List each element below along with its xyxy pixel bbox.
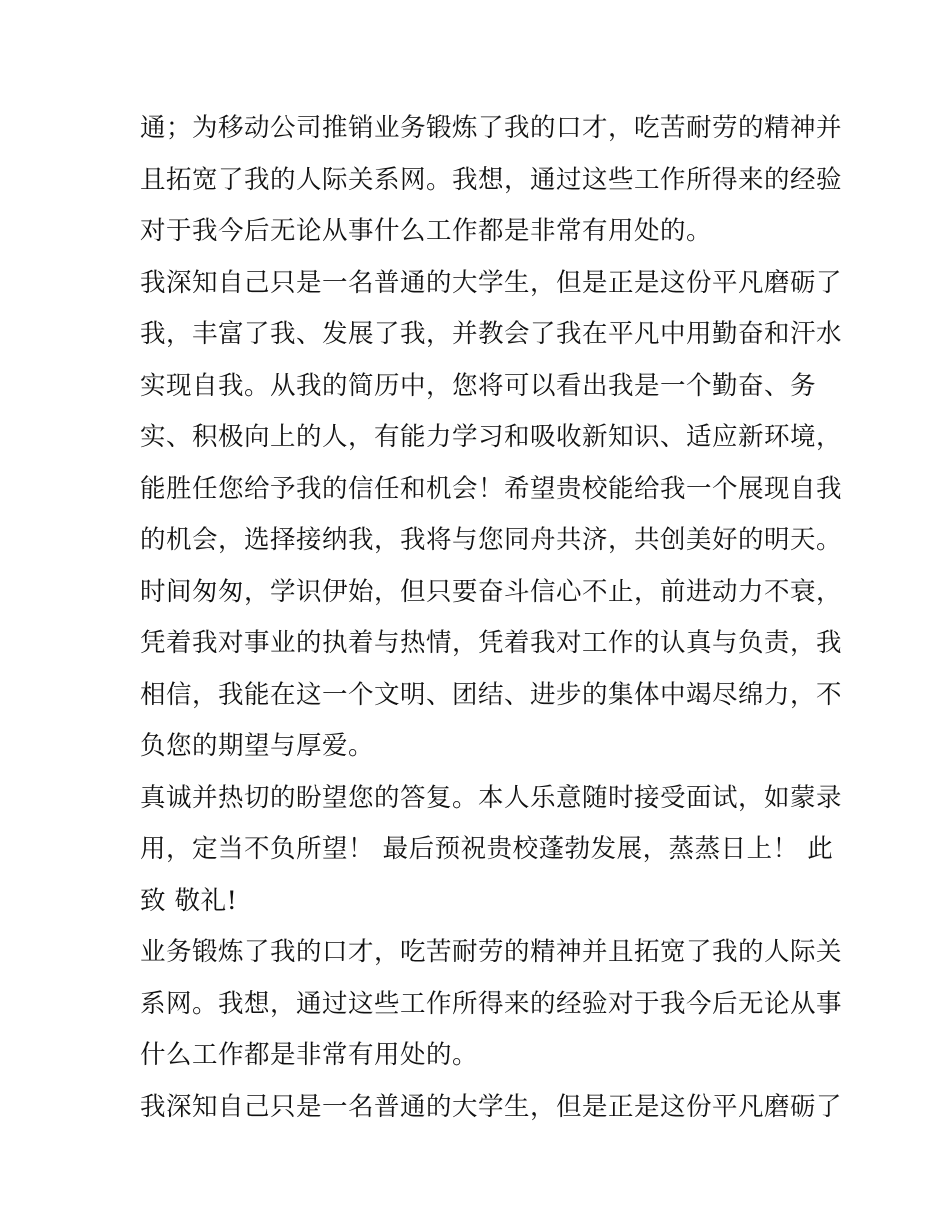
text-line: 我深知自己只是一名普通的大学生，但是正是这份平凡磨砺了 [140,1091,843,1122]
text-line: 实、积极向上的人，有能力学习和吸收新知识、适应新环境， [140,422,843,452]
body-text [140,103,843,1133]
text-line: 的机会，选择接纳我，我将与您同舟共济，共创美好的明天。 [140,525,843,555]
text-line: 什么工作都是非常有用处的。 [140,1040,479,1070]
text-line: 业务锻炼了我的口才，吃苦耐劳的精神并且拓宽了我的人际关 [140,937,843,967]
text-line: 负您的期望与厚爱。 [140,731,375,761]
text-line: 且拓宽了我的人际关系网。我想，通过这些工作所得来的经验 [140,164,843,195]
text-line: 能胜任您给予我的信任和机会！希望贵校能给我一个展现自我 [140,473,843,504]
text-line: 致 敬礼! [140,885,238,916]
text-line: 系网。我想，通过这些工作所得来的经验对于我今后无论从事 [140,988,843,1019]
text-line: 我，丰富了我、发展了我，并教会了我在平凡中用勤奋和汗水 [140,319,843,349]
text-line: 凭着我对事业的执着与热情，凭着我对工作的认真与负责，我 [140,628,843,658]
text-line: 时间匆匆，学识伊始，但只要奋斗信心不止，前进动力不衰， [140,576,843,607]
text-line: 我深知自己只是一名普通的大学生，但是正是这份平凡磨砺了 [140,267,843,298]
text-line: 真诚并热切的盼望您的答复。本人乐意随时接受面试，如蒙录 [140,782,843,813]
text-line: 用，定当不负所望！ 最后预祝贵校蓬勃发展，蒸蒸日上！ 此 [140,834,834,864]
text-line: 实现自我。从我的简历中，您将可以看出我是一个勤奋、务 [140,370,817,401]
text-line: 对于我今后无论从事什么工作都是非常有用处的。 [140,216,713,246]
text-line: 通；为移动公司推销业务锻炼了我的口才，吃苦耐劳的精神并 [140,113,843,143]
text-line: 相信，我能在这一个文明、团结、进步的集体中竭尽绵力，不 [140,679,843,710]
